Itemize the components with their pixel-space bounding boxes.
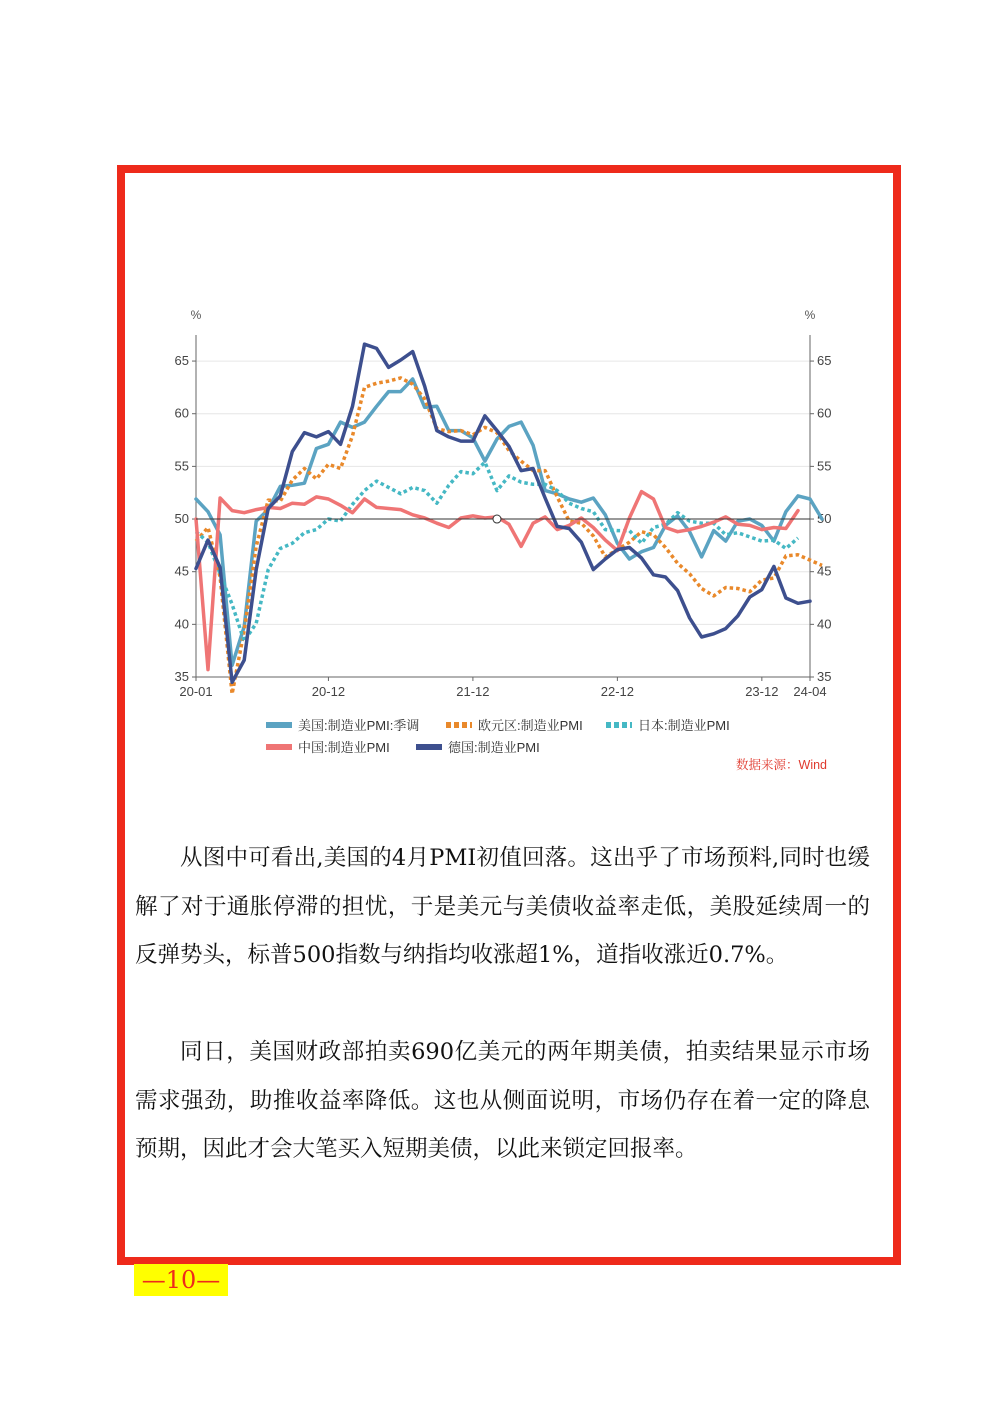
x-tick-label-22-12: 22-12 — [600, 684, 634, 699]
y-tick-label-left-35: 35 — [174, 669, 189, 684]
legend-label-4: 中国:制造业PMI — [298, 740, 390, 755]
pmi-chart — [150, 300, 850, 790]
x-tick-label-24-04: 24-04 — [793, 684, 827, 699]
legend-label-1: 美国:制造业PMI:季调 — [298, 718, 420, 733]
x-tick-label-20-12: 20-12 — [311, 684, 346, 699]
y-tick-label-right-65: 65 — [817, 353, 832, 369]
series-line-1 — [196, 379, 822, 665]
y-tick-label-right-45: 45 — [817, 563, 832, 579]
y-tick-label-left-60: 60 — [174, 405, 189, 421]
data-source: 数据来源：Wind — [736, 758, 827, 772]
legend-label-2: 欧元区:制造业PMI — [478, 718, 583, 733]
x-tick-label-20-01: 20-01 — [179, 684, 213, 699]
y-unit-left: % — [190, 308, 202, 322]
y-unit-right: % — [804, 308, 816, 322]
y-tick-label-left-45: 45 — [174, 563, 189, 579]
y-tick-label-left-50: 50 — [174, 511, 189, 527]
legend-label-5: 德国:制造业PMI — [448, 740, 540, 755]
x-tick-label-23-12: 23-12 — [745, 684, 779, 699]
y-tick-label-left-65: 65 — [174, 353, 189, 369]
reference-marker — [493, 515, 501, 523]
y-tick-label-right-60: 60 — [817, 405, 832, 421]
y-tick-label-right-50: 50 — [817, 511, 832, 527]
page-number: —10— — [134, 1264, 228, 1296]
x-tick-label-21-12: 21-12 — [456, 684, 490, 699]
paragraph-1: 从图中可看出,美国的4月PMI初值回落。这出乎了市场预料,同时也缓解了对于通胀停滞的担忧，于是美元与美债收益率走低，美股延续周一的反弹势头，标普500指数与纳指均收涨超1%，道指收涨近0.7%。 — [135, 845, 870, 968]
y-tick-label-left-40: 40 — [174, 616, 189, 632]
series-line-5 — [196, 344, 810, 682]
paragraph-2: 同日，美国财政部拍卖690亿美元的两年期美债，拍卖结果显示市场需求强劲，助推收益率降低。这也从侧面说明，市场仍存在着一定的降息预期，因此才会大笔买入短期美债，以此来锁定回报率。 — [135, 1039, 870, 1162]
pmi-chart-svg — [150, 300, 850, 790]
y-tick-label-right-40: 40 — [817, 616, 832, 632]
y-tick-label-right-55: 55 — [817, 458, 832, 474]
legend-label-3: 日本:制造业PMI — [638, 718, 730, 733]
y-tick-label-right-35: 35 — [817, 669, 832, 684]
y-tick-label-left-55: 55 — [174, 458, 189, 474]
